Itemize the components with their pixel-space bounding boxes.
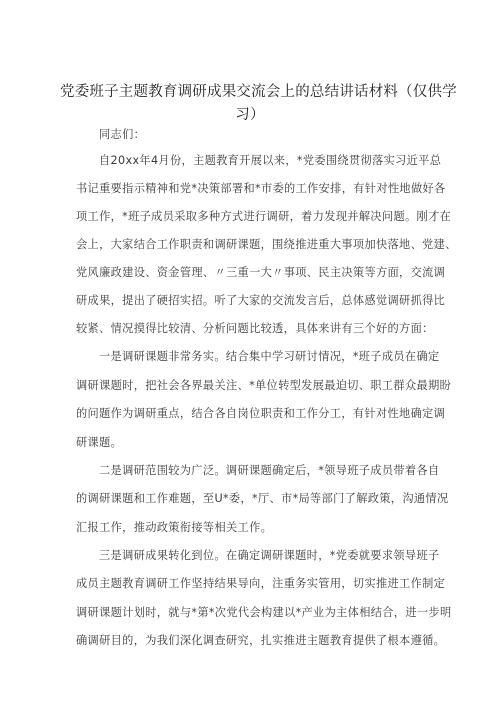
paragraph-3-line-2: 的调研课题和工作难题，至U*委，*厅、市*局等部门了解政策，沟通情况 bbox=[76, 492, 449, 505]
salutation: 同志们： bbox=[99, 128, 146, 141]
paragraph-1-line-1: 自20xx年4月份，主题教育开展以来，*党委围绕贯彻落实习近平总 bbox=[99, 154, 442, 167]
document-title-line-1: 党委班子主题教育调研成果交流会上的总结讲话材料（仅供学 bbox=[60, 84, 457, 100]
document-title-line-2: 习） bbox=[235, 107, 265, 123]
paragraph-1-line-3: 项工作，*班子成员采取多种方式进行调研，着力发现并解决问题。刚才在 bbox=[76, 210, 452, 223]
paragraph-1-line-4: 会上，大家结合工作职责和调研课题，围绕推进重大事项加快落地、党建、 bbox=[76, 238, 457, 251]
paragraph-2-line-3: 的问题作为调研重点，结合各自岗位职责和工作分工，有针对性地确定调 bbox=[76, 407, 446, 420]
paragraph-3-line-3: 汇报工作，推动政策衔接等相关工作。 bbox=[76, 521, 273, 534]
paragraph-4-line-2: 成员主题教育调研工作坚持结果导向，注重务实管用，切实推进工作制定 bbox=[76, 577, 446, 590]
paragraph-2-line-2: 调研课题时，把社会各界最关注、*单位转型发展最迫切、职工群众最期盼 bbox=[76, 379, 452, 392]
paragraph-1-line-5: 党风廉政建设、资金管理、〃三重一大〃事项、民主决策等方面，交流调 bbox=[76, 266, 446, 279]
paragraph-3-line-1: 二是调研范围较为广泛。调研课题确定后，*领导班子成员带着各自 bbox=[99, 464, 440, 477]
paragraph-1-line-2: 书记重要指示精神和党*决策部署和*市委的工作安排，有针对性地做好各 bbox=[76, 182, 446, 195]
paragraph-1-line-6: 研成果，提出了硬招实招。听了大家的交流发言后，总体感觉调研抓得比 bbox=[76, 294, 446, 307]
paragraph-2-line-1: 一是调研课题非常务实。结合集中学习研讨情况，*班子成员在确定 bbox=[99, 350, 440, 363]
paragraph-4-line-4: 确调研目的，为我们深化调查研究，扎实推进主题教育提供了根本遵循。 bbox=[76, 634, 446, 647]
paragraph-1-line-7: 较紧、情况摸得比较清、分析问题比较透，具体来讲有三个好的方面： bbox=[76, 322, 434, 335]
paragraph-4-line-1: 三是调研成果转化到位。在确定调研课题时，*党委就要求领导班子 bbox=[99, 549, 440, 562]
paragraph-2-line-4: 研课题。 bbox=[76, 436, 123, 449]
paragraph-4-line-3: 调研课题计划时，就与*第*次党代会构建以*产业为主体相结合，进一步明 bbox=[76, 606, 452, 619]
